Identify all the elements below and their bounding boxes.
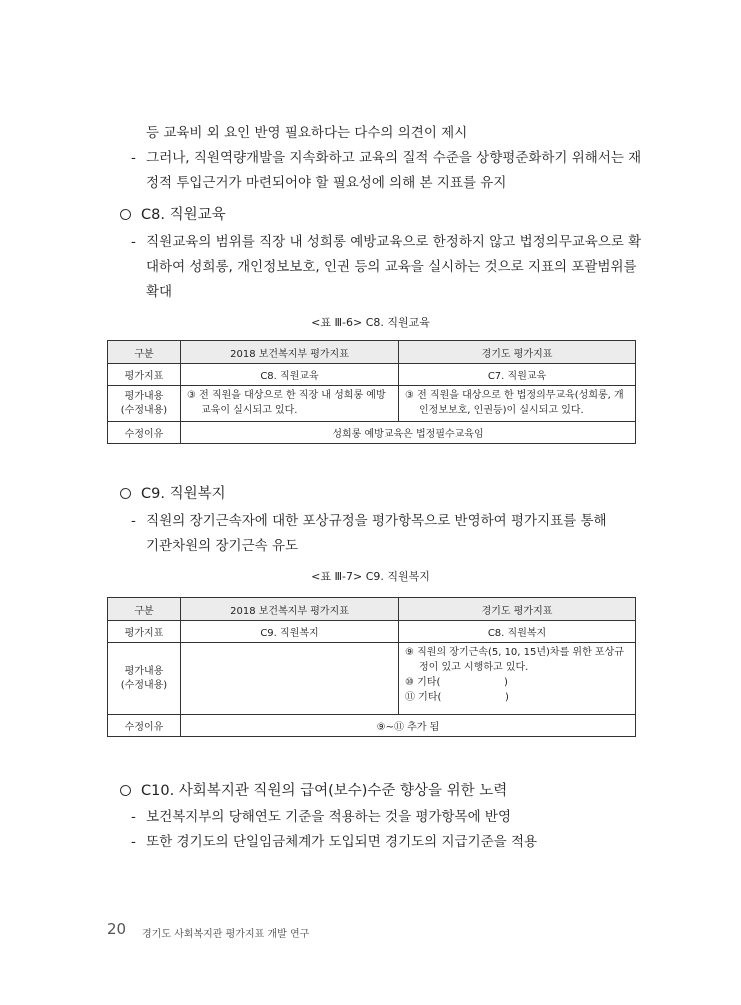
row-label-line: (수정내용)	[120, 404, 168, 416]
heading-text: C9. 직원복지	[141, 486, 226, 502]
paragraph-line: 등 교육비 외 요인 반영 필요하다는 다수의 의견이 제시	[146, 125, 468, 141]
cell-text: ⑨ 직원의 장기근속(5, 10, 15년)차를 위한 포상규정이 있고 시행하고 있다.	[405, 647, 624, 673]
circle-bullet-icon	[120, 785, 131, 796]
table-c9	[107, 597, 636, 737]
row-label: 평가지표	[108, 364, 181, 386]
paragraph-text: 직원교육의 범위를 직장 내 성희롱 예방교육으로 한정하지 않고 법정의무교육으로 확	[146, 234, 642, 250]
table-row	[108, 364, 636, 386]
row-label-line: 평가내용	[124, 665, 164, 677]
row-label	[108, 643, 181, 715]
circle-bullet-icon	[120, 488, 131, 499]
footer-title: 경기도 사회복지관 평가지표 개발 연구	[142, 929, 310, 940]
paragraph-text: 보건복지부의 당해연도 기준을 적용하는 것을 평가항목에 반영	[146, 809, 511, 825]
paragraph-line: 확대	[146, 284, 173, 300]
cell-text: ⑪ 기타( )	[405, 692, 509, 703]
bullet-line	[131, 148, 641, 168]
table-row	[108, 643, 636, 715]
cell-text: ③ 전 직원을 대상으로 한 직장 내 성희롱 예방교육이 실시되고 있다.	[187, 390, 386, 416]
section-heading-c10	[120, 780, 507, 802]
dash-marker: -	[131, 513, 136, 529]
row-label: 평가지표	[108, 621, 181, 643]
header-cell: 2018 보건복지부 평가지표	[181, 341, 399, 364]
table-header-row	[108, 598, 636, 621]
table-cell: C7. 직원교육	[399, 364, 636, 386]
row-label	[108, 386, 181, 422]
bullet-line	[131, 511, 607, 531]
table-cell	[399, 386, 636, 422]
bullet-line	[131, 807, 511, 827]
header-cell: 2018 보건복지부 평가지표	[181, 598, 399, 621]
table-caption: <표 Ⅲ-6> C8. 직원교육	[311, 316, 430, 329]
table-cell-empty	[181, 643, 399, 715]
page-number: 20	[107, 920, 127, 938]
table-cell: C9. 직원복지	[181, 621, 399, 643]
table-row	[108, 715, 636, 737]
paragraph-text: 그러나, 직원역량개발을 지속화하고 교육의 질적 수준을 상향평준화하기 위해서는 재	[146, 150, 642, 166]
section-heading-c8	[120, 204, 226, 226]
row-label-line: (수정내용)	[120, 679, 168, 691]
table-cell: 성희롱 예방교육은 법정필수교육임	[181, 422, 636, 444]
circle-bullet-icon	[120, 209, 131, 220]
cell-text: ③ 전 직원을 대상으로 한 법정의무교육(성희롱, 개인정보보호, 인권등)이 실시되고 있다.	[405, 390, 624, 416]
header-cell: 구분	[108, 598, 181, 621]
heading-text: C8. 직원교육	[141, 207, 226, 223]
row-label: 수정이유	[108, 422, 181, 444]
header-cell: 경기도 평가지표	[399, 598, 636, 621]
dash-marker: -	[131, 809, 136, 825]
dash-marker: -	[131, 834, 136, 850]
paragraph-line: 대하여 성희롱, 개인정보보호, 인권 등의 교육을 실시하는 것으로 지표의 포괄범위를	[146, 259, 637, 275]
paragraph-line: 정적 투입근거가 마련되어야 할 필요성에 의해 본 지표를 유지	[146, 175, 507, 191]
table-cell: ⑨~⑪ 추가 됨	[181, 715, 636, 737]
paragraph-line: 기관차원의 장기근속 유도	[146, 538, 299, 554]
bullet-line	[131, 232, 641, 252]
section-heading-c9	[120, 483, 226, 505]
table-cell	[399, 643, 636, 715]
dash-marker: -	[131, 150, 136, 166]
paragraph-text: 직원의 장기근속자에 대한 포상규정을 평가항목으로 반영하여 평가지표를 통해	[146, 513, 607, 529]
table-header-row	[108, 341, 636, 364]
table-cell: C8. 직원교육	[181, 364, 399, 386]
heading-text: C10. 사회복지관 직원의 급여(보수)수준 향상을 위한 노력	[141, 783, 508, 799]
cell-text: ⑩ 기타( )	[405, 677, 508, 688]
paragraph-text: 또한 경기도의 단일임금체계가 도입되면 경기도의 지급기준을 적용	[146, 834, 538, 850]
table-cell	[181, 386, 399, 422]
table-row	[108, 422, 636, 444]
row-label: 수정이유	[108, 715, 181, 737]
dash-marker: -	[131, 234, 136, 250]
table-row	[108, 386, 636, 422]
header-cell: 경기도 평가지표	[399, 341, 636, 364]
table-caption: <표 Ⅲ-7> C9. 직원복지	[311, 570, 430, 583]
row-label-line: 평가내용	[124, 390, 164, 402]
table-row	[108, 621, 636, 643]
bullet-line	[131, 832, 537, 852]
table-c8	[107, 340, 636, 444]
header-cell: 구분	[108, 341, 181, 364]
table-cell: C8. 직원복지	[399, 621, 636, 643]
